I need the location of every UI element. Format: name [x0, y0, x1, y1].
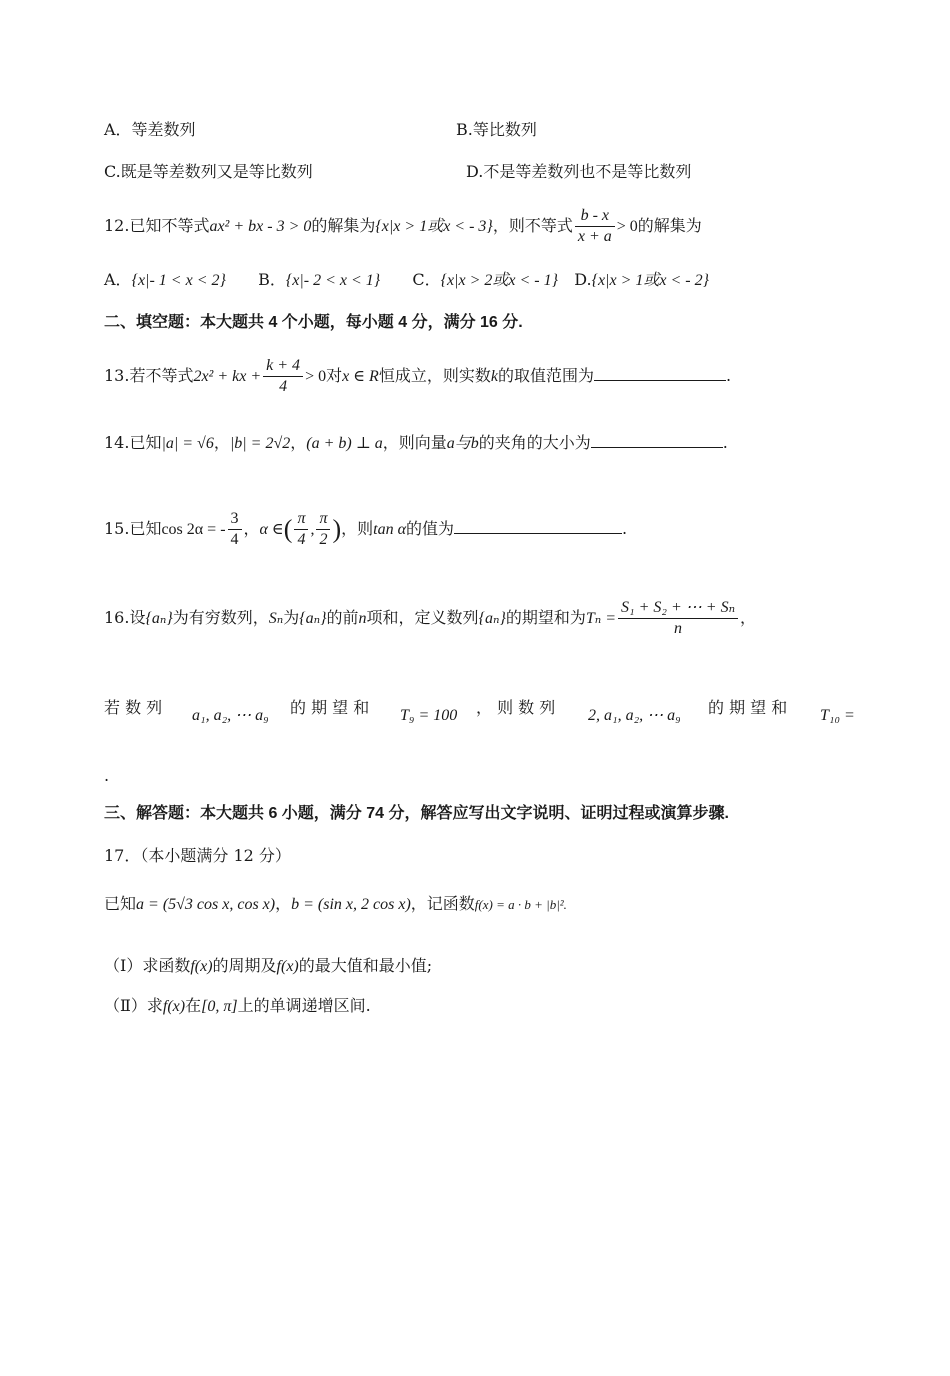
q13-mid2: 恒成立，则实数	[378, 366, 491, 385]
q15-end: .	[622, 519, 628, 538]
q17-p1-fx: f(x)	[190, 958, 213, 975]
q12-option-d: {x|x > 1或x < - 2}	[591, 272, 710, 289]
q16-fraction: $\frac{\text{S₁ + S₂ + ⋯ + Sₙ}}{n}$	[618, 598, 738, 639]
q16-dot: .	[104, 766, 110, 785]
question-12	[104, 206, 702, 247]
q16-text1: 为有穷数列，	[172, 608, 269, 627]
q13-x-in-r: x ∈ R	[342, 368, 379, 385]
q14-vectors: a与b	[446, 435, 479, 452]
q14-a-modulus: |a| = √6	[161, 435, 214, 452]
q12-option-a: {x|- 1 < x < 2}	[131, 272, 226, 289]
q11-option-a: A．等差数列	[104, 120, 196, 139]
q16-l2-b: 的 期 望 和	[290, 698, 370, 717]
q16-text6: ，	[740, 608, 757, 627]
q16-text3: 的前	[326, 608, 359, 627]
q16-l2-t10: T₁₀ =	[820, 707, 855, 724]
q15-answer-blank	[454, 517, 622, 534]
q11-option-c: C.既是等差数列又是等比数列	[104, 162, 313, 181]
question-14	[104, 428, 728, 459]
q14-answer-blank	[591, 431, 723, 448]
q17-vector-b: b = (sin x, 2 cos x)	[291, 896, 411, 913]
q16-l2-a: 若 数 列	[104, 698, 163, 717]
question-15: 15.已知cos 2α = - $\frac{3}{4}$ ，α ∈( $\frac{\pi}{4}$ , $\frac{\pi}{2}$ )，则tan α的值为 .	[104, 510, 628, 548]
q17-sep: ，	[275, 894, 292, 913]
q16-text4: 项和，定义数列	[366, 608, 479, 627]
q15-pi-over-4: $\frac{\pi}{4}$	[294, 509, 308, 550]
q12-option-c: {x|x > 2或x < - 1}	[440, 272, 559, 289]
q15-fraction: $\frac{3}{4}$	[228, 509, 242, 550]
q13-end: .	[725, 366, 732, 385]
q16-sequence: {aₙ}	[145, 610, 173, 627]
q16-l2-seq: a₁, a₂, ⋯ a₉	[192, 707, 269, 724]
q17-p2-prefix: （Ⅱ）求	[104, 996, 163, 1015]
q17-vector-a: a = (5√3 cos x, cos x)	[136, 896, 276, 913]
q13-tail: 的取值范围为	[497, 366, 594, 385]
q16-n: n	[358, 610, 367, 627]
q17-title: 17．（本小题满分 12 分）	[104, 846, 291, 865]
q13-expr: 2x² + kx +	[193, 368, 262, 385]
q12-option-c-label: C．	[412, 270, 441, 289]
q15-comma: ，	[243, 519, 260, 538]
q12-option-a-label: A．	[104, 270, 132, 289]
q17-prefix: 已知	[104, 894, 137, 913]
q12-gt-zero: > 0	[616, 218, 638, 235]
question-16	[104, 596, 756, 641]
q16-text5: 的期望和为	[505, 608, 586, 627]
q12-option-b: {x|- 2 < x < 1}	[285, 272, 381, 289]
section-3-heading: 三、解答题：本大题共 6 小题，满分 74 分，解答应写出文字说明、证明过程或演算步骤.	[104, 805, 729, 822]
q12-options	[104, 268, 709, 293]
q14-comma2: ，	[290, 433, 307, 452]
q15-tail: 的值为	[406, 519, 455, 538]
q16-l2-d: 的 期 望 和	[708, 698, 788, 717]
q16-text2: 为	[283, 608, 300, 627]
q14-mid: ，则向量	[382, 433, 447, 452]
q12-mid2: ，则不等式	[492, 216, 573, 235]
q17-p1-fx2: f(x)	[276, 958, 299, 975]
q12-prefix: 12.已知不等式	[104, 216, 210, 235]
q16-tn: Tₙ =	[585, 610, 617, 627]
q13-fraction: $\frac{k + 4}{4}$	[263, 356, 303, 397]
q14-b-modulus: |b| = 2√2	[229, 435, 291, 452]
q12-solution-set: {x|x > 1或x < - 3}	[375, 218, 493, 235]
q16-l2-t9: T₉ = 100	[400, 707, 458, 724]
q15-cos: cos 2α = -	[161, 521, 226, 538]
q12-mid: 的解集为	[311, 216, 376, 235]
q17-p2-mid: 在	[185, 996, 202, 1015]
q14-end: .	[722, 433, 728, 452]
q12-inequality: ax² + bx - 3 > 0	[209, 218, 312, 235]
q17-p1-mid: 的周期及	[212, 956, 277, 975]
q11-option-d: D.不是等差数列也不是等比数列	[466, 162, 692, 181]
q12-option-b-label: B．	[258, 270, 286, 289]
q15-tan: tan α	[373, 521, 407, 538]
q14-prefix: 14.已知	[104, 433, 162, 452]
q13-answer-blank	[594, 364, 726, 381]
q14-comma1: ，	[213, 433, 230, 452]
q13-mid: 对	[326, 366, 343, 385]
q17-function: f(x) = a · b + |b|².	[474, 897, 567, 912]
q13-gt-zero: > 0	[305, 368, 327, 385]
q14-perpendicular: (a + b) ⊥ a	[306, 435, 383, 452]
q17-part-1	[104, 954, 432, 979]
q16-sequence-3: {aₙ}	[478, 610, 506, 627]
q16-sequence-2: {aₙ}	[299, 610, 327, 627]
q11-option-b: B.等比数列	[456, 120, 537, 139]
q12-option-d-label: D.	[574, 270, 592, 289]
q16-l2-c: ， 则 数 列	[476, 698, 556, 717]
q15-interval: (	[283, 514, 293, 544]
q17-p2-tail: 上的单调递增区间.	[237, 996, 371, 1015]
q14-tail: 的夹角的大小为	[478, 433, 591, 452]
q17-given	[104, 888, 567, 921]
q17-p2-interval: [0, π]	[201, 998, 238, 1015]
q17-mid: ，记函数	[410, 894, 475, 913]
q16-prefix: 16.设	[104, 608, 146, 627]
q17-p2-fx: f(x)	[162, 998, 186, 1015]
q16-sn: Sₙ	[268, 610, 284, 627]
section-2-heading: 二、填空题：本大题共 4 个小题，每小题 4 分，满分 16 分.	[104, 314, 523, 331]
question-13	[104, 356, 731, 397]
q15-pi-over-2: $\frac{\pi}{2}$	[316, 509, 330, 550]
q16-l2-seq2: 2, a₁, a₂, ⋯ a₉	[588, 707, 681, 724]
q12-fraction: $\frac{b - x}{x + a}$	[575, 206, 615, 247]
q13-k: k	[490, 368, 498, 385]
q13-prefix: 13.若不等式	[104, 366, 194, 385]
q12-tail: 的解集为	[637, 216, 702, 235]
q17-part-2	[104, 994, 371, 1019]
q17-p1-prefix: （Ⅰ）求函数	[104, 956, 191, 975]
q15-prefix: 15.已知	[104, 519, 162, 538]
q17-p1-tail: 的最大值和最小值;	[298, 956, 433, 975]
q15-mid: ，则	[341, 519, 374, 538]
q15-alpha-in: α ∈	[259, 521, 284, 538]
